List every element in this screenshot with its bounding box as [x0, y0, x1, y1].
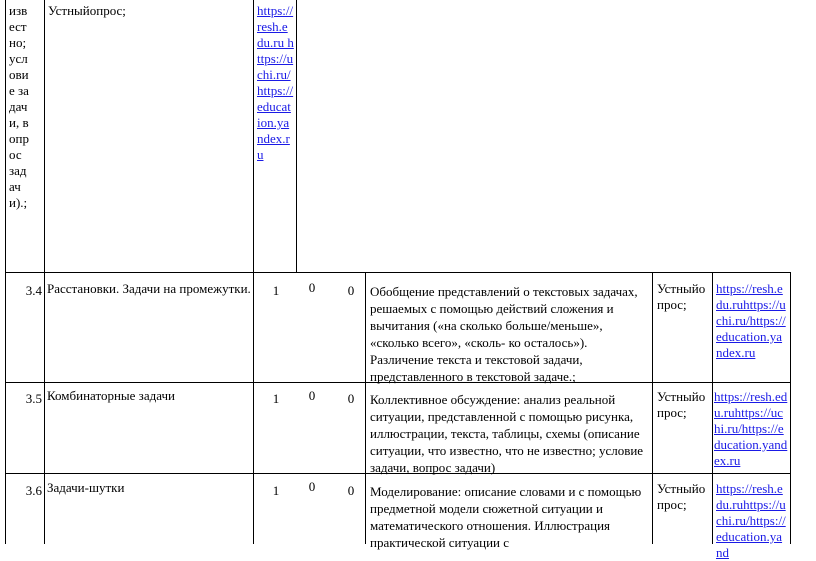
- control-form: Устныйопрос;: [657, 389, 706, 420]
- top-row-resource-links[interactable]: https://resh.edu.ru https://uchi.ru/https://education.yandex.ru: [257, 3, 294, 162]
- resource-links[interactable]: https://resh.edu.ruhttps://uchi.ru/https://education.yandex.ru: [714, 389, 788, 468]
- hours-practice: 0: [347, 391, 355, 406]
- grid-line: [790, 272, 791, 544]
- hours-practice: 0: [347, 483, 355, 498]
- activity-description: Коллективное обсуждение: анализ реальной ситуации, представленной с помощью рисунка, иллюстрации, текста, таблицы, схемы (описание ситуации, что известно, что не известно; условие задачи, вопрос задачи): [370, 392, 644, 475]
- top-row-col2-text: Устныйопрос;: [48, 3, 126, 18]
- resource-links[interactable]: https://resh.edu.ruhttps://uchi.ru/https://education.yand: [716, 481, 786, 560]
- control-form: Устныйопрос;: [657, 281, 706, 312]
- hours-control: 0: [308, 479, 316, 494]
- hours-total: 1: [272, 483, 280, 498]
- grid-line: [365, 272, 366, 544]
- control-form: Устныйопрос;: [657, 481, 706, 512]
- grid-line: [296, 0, 297, 272]
- hours-control: 0: [308, 280, 316, 295]
- row-topic-name: Задачи-шутки: [47, 480, 125, 495]
- row-topic-name: Комбинаторные задачи: [47, 388, 175, 403]
- row-topic-name: Расстановки. Задачи на промежутки.: [47, 281, 251, 296]
- grid-line: [5, 272, 791, 273]
- row-number: 3.6: [25, 483, 42, 498]
- activity-description: Моделирование: описание словами и с помощью предметной модели сюжетной ситуации и математического отношения. Иллюстрация практической ситуации с: [370, 484, 642, 550]
- row-number: 3.4: [25, 283, 42, 298]
- hours-practice: 0: [347, 283, 355, 298]
- grid-line: [712, 272, 713, 544]
- row-number: 3.5: [25, 391, 42, 406]
- top-row-col1-text: известно; условие задачи, вопрос задачи).;: [9, 3, 29, 210]
- activity-description: Обобщение представлений о текстовых задачах, решаемых с помощью действий сложения и вычитания («на сколько больше/меньше», «сколько всего», «сколь- ко осталось»). Различение текста и текстовой задачи, представленного в текстовой задаче.;: [370, 284, 638, 384]
- grid-line: [652, 272, 653, 544]
- hours-control: 0: [308, 388, 316, 403]
- resource-links[interactable]: https://resh.edu.ruhttps://uchi.ru/https://education.yandex.ru: [716, 281, 786, 360]
- hours-total: 1: [272, 283, 280, 298]
- hours-total: 1: [272, 391, 280, 406]
